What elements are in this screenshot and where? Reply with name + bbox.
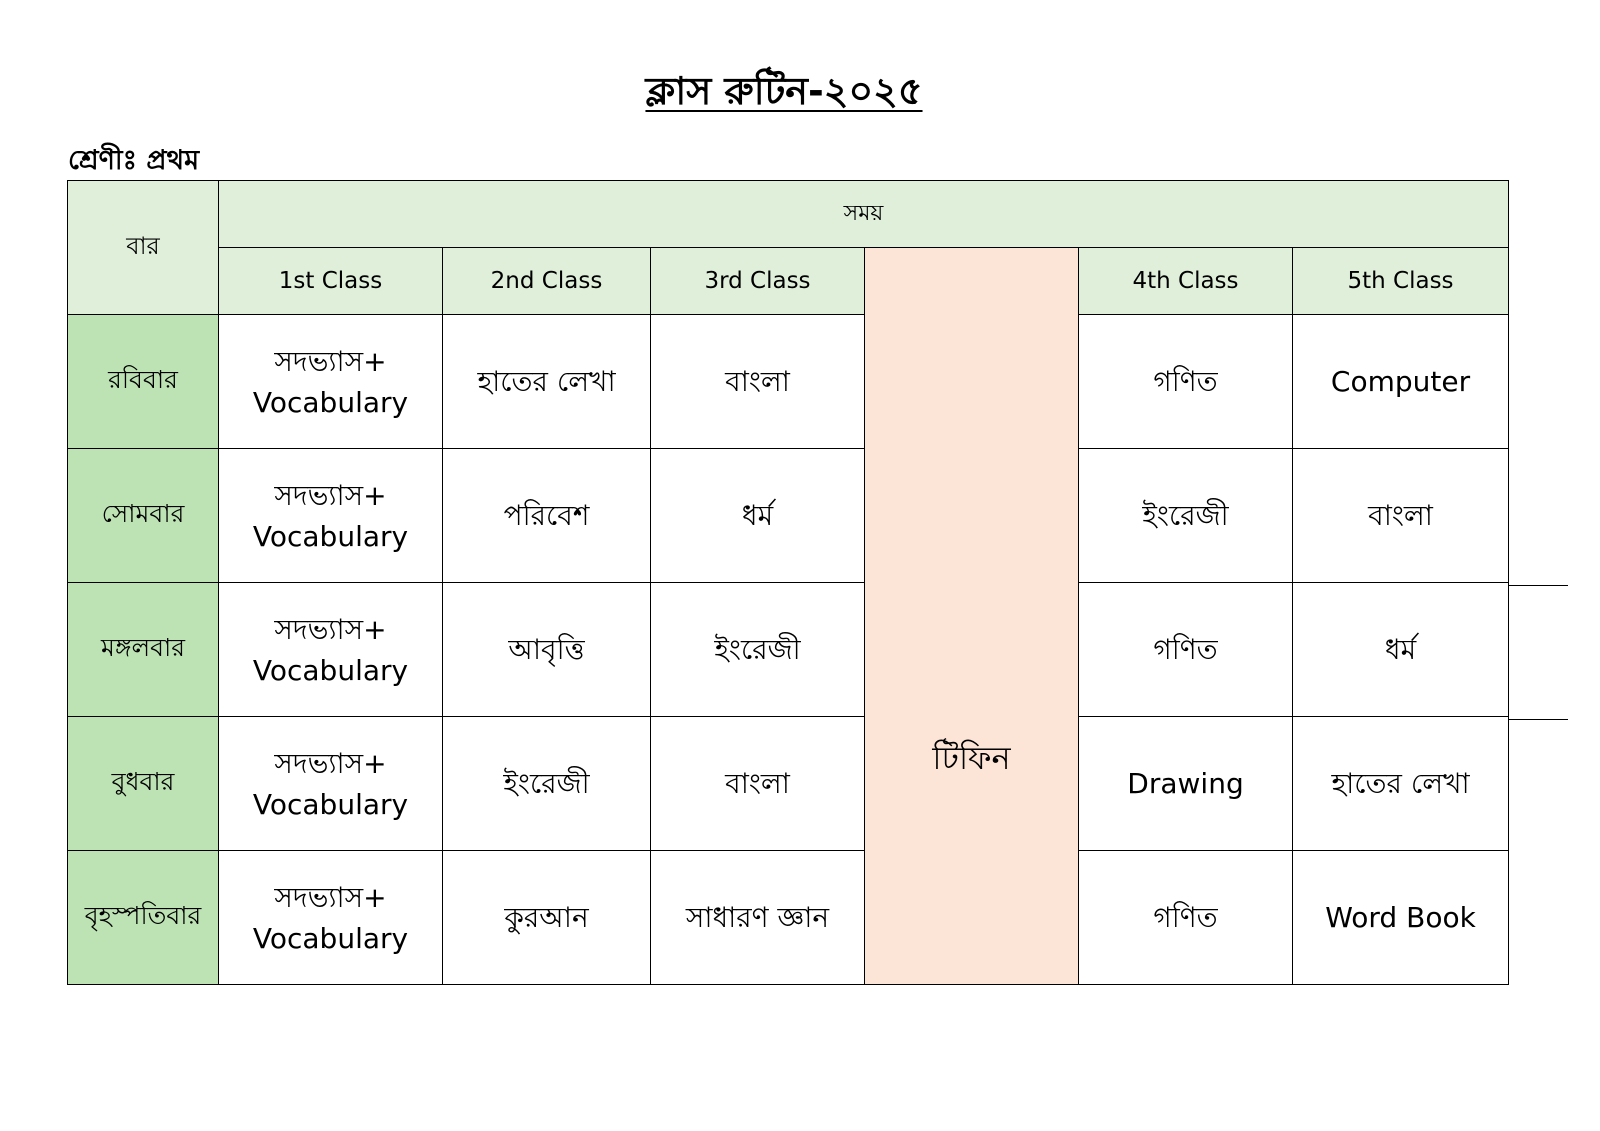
subject-cell: ইংরেজী	[651, 583, 865, 717]
subject-cell: সদভ্যাস+ Vocabulary	[219, 449, 443, 583]
subject-cell: হাতের লেখা	[443, 315, 651, 449]
day-cell: বুধবার	[68, 717, 219, 851]
subject-cell: ইংরেজী	[443, 717, 651, 851]
period-header-1: 1st Class	[219, 248, 443, 315]
subject-cell: সদভ্যাস+ Vocabulary	[219, 315, 443, 449]
subject-cell: ইংরেজী	[1079, 449, 1293, 583]
page-title: ক্লাস রুটিন-২০২৫	[645, 69, 923, 113]
period-header-3: 3rd Class	[651, 248, 865, 315]
period-header-5: 5th Class	[1293, 248, 1509, 315]
table-row	[68, 449, 1509, 583]
day-cell: সোমবার	[68, 449, 219, 583]
subject-cell: গণিত	[1079, 851, 1293, 985]
subject-cell: সদভ্যাস+ Vocabulary	[219, 717, 443, 851]
day-header: বার	[68, 181, 219, 315]
subject-cell: ধর্ম	[1293, 583, 1509, 717]
subject-cell: বাংলা	[1293, 449, 1509, 583]
subject-cell: হাতের লেখা	[1293, 717, 1509, 851]
day-cell: মঙ্গলবার	[68, 583, 219, 717]
table-row	[68, 315, 1509, 449]
table-row	[68, 851, 1509, 985]
subject-cell: ধর্ম	[651, 449, 865, 583]
subject-cell: সাধারণ জ্ঞান	[651, 851, 865, 985]
period-header-4: 4th Class	[1079, 248, 1293, 315]
subject-cell: পরিবেশ	[443, 449, 651, 583]
subject-cell: Drawing	[1079, 717, 1293, 851]
subject-cell: বাংলা	[651, 717, 865, 851]
day-cell: রবিবার	[68, 315, 219, 449]
subject-cell: সদভ্যাস+ Vocabulary	[219, 851, 443, 985]
table-row	[68, 717, 1509, 851]
subject-cell: Word Book	[1293, 851, 1509, 985]
subject-cell: গণিত	[1079, 583, 1293, 717]
table-extension-line	[1508, 585, 1568, 586]
subject-cell: বাংলা	[651, 315, 865, 449]
subject-cell: গণিত	[1079, 315, 1293, 449]
tiffin-break	[865, 248, 1079, 985]
class-label: শ্রেণীঃ প্রথম	[68, 145, 200, 176]
subject-cell: আবৃত্তি	[443, 583, 651, 717]
subject-cell: Computer	[1293, 315, 1509, 449]
time-header: সময়	[219, 181, 1509, 248]
period-header-2: 2nd Class	[443, 248, 651, 315]
routine-table	[67, 180, 1509, 985]
subject-cell: সদভ্যাস+ Vocabulary	[219, 583, 443, 717]
table-row	[68, 583, 1509, 717]
tiffin-label: টিফিন	[932, 739, 1011, 777]
day-cell: বৃহস্পতিবার	[68, 851, 219, 985]
table-extension-line	[1508, 719, 1568, 720]
subject-cell: কুরআন	[443, 851, 651, 985]
